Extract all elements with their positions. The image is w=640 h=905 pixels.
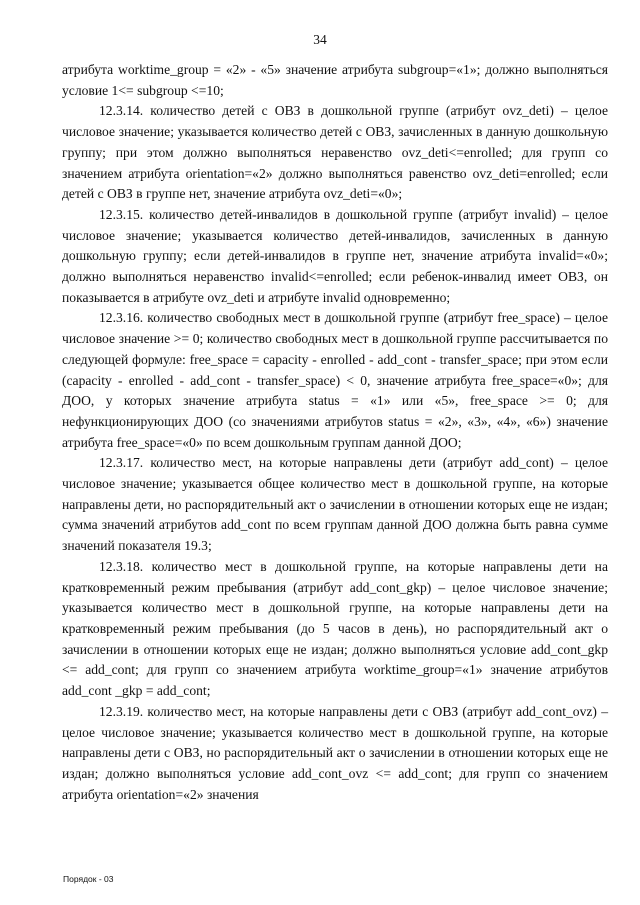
paragraph-12-3-17: 12.3.17. количество мест, на которые направлены дети (атрибут add_cont) – целое числовое значение; указывается общее количество мест в дошкольной группе, на которые направлены дети, но распорядительный акт о зачислении в отношении которых еще не издан; сумма значений атрибутов add_cont по всем группам данной ДОО должна быть равна сумме значений показателя 19.3;: [62, 455, 608, 554]
paragraph-12-3-16: 12.3.16. количество свободных мест в дошкольной группе (атрибут free_space) – целое числовое значение >= 0; количество свободных мест в дошкольной группе рассчитывается по следующей формуле: free_space = capacity - enrolled - add_cont - transfer_space; при этом если (capacity - enrolled - add_cont - transfer_space) < 0, значение атрибута free_space=«0»; для ДОО, у которых значение атрибута status = «1» или «5», free_space >= 0; для нефункционирующих ДОО (со значениями атрибутов status = «2», «3», «4», «6») значение атрибута free_space=«0» по всем дошкольным группам данной ДОО;: [62, 310, 608, 450]
page-number: 34: [313, 32, 327, 47]
paragraph-12-3-14: 12.3.14. количество детей с ОВЗ в дошкольной группе (атрибут ovz_deti) – целое числовое значение; указывается количество детей с ОВЗ, зачисленных в данную дошкольную группу; при этом должно выполняться неравенство ovz_deti<=enrolled; для групп со значением атрибута orientation=«2» должно выполняться равенство ovz_deti=enrolled; если детей с ОВЗ в группе нет, значение атрибута ovz_deti=«0»;: [62, 103, 608, 202]
document-body: [62, 60, 608, 805]
paragraph-12-3-18: 12.3.18. количество мест в дошкольной группе, на которые направлены дети на кратковременный режим пребывания (атрибут add_cont_gkp) – целое числовое значение; указывается количество мест в дошкольной группе, на которые направлены дети на кратковременный режим пребывания (до 5 часов в день), но распорядительный акт о зачислении в отношении которых еще не издан; должно выполняться условие add_cont_gkp <= add_cont; для групп со значением атрибута worktime_group=«1» значение атрибутов add_cont _gkp = add_cont;: [62, 558, 608, 699]
footer-label: Порядок - 03: [63, 874, 114, 884]
paragraph-continuation: атрибута worktime_group = «2» - «5» значение атрибута subgroup=«1»; должно выполняться условие 1<= subgroup <=10;: [62, 62, 608, 98]
paragraph-12-3-15: 12.3.15. количество детей-инвалидов в дошкольной группе (атрибут invalid) – целое числовое значение; указывается количество детей-инвалидов, зачисленных в данную дошкольную группу; если детей-инвалидов в группе нет, значение атрибута invalid=«0»; должно выполняться неравенство invalid<=enrolled; если ребенок-инвалид имеет ОВЗ, он показывается в атрибуте ovz_deti и атрибуте invalid одновременно;: [62, 206, 608, 305]
paragraph-12-3-19: 12.3.19. количество мест, на которые направлены дети с ОВЗ (атрибут add_cont_ovz) – целое числовое значение; указывается количество мест в дошкольной группе, на которые направлены дети с ОВЗ, но распорядительный акт о зачислении в отношении которых еще не издан; должно выполняться условие add_cont_ovz <= add_cont; для групп со значением атрибута orientation=«2» значения: [62, 703, 608, 802]
